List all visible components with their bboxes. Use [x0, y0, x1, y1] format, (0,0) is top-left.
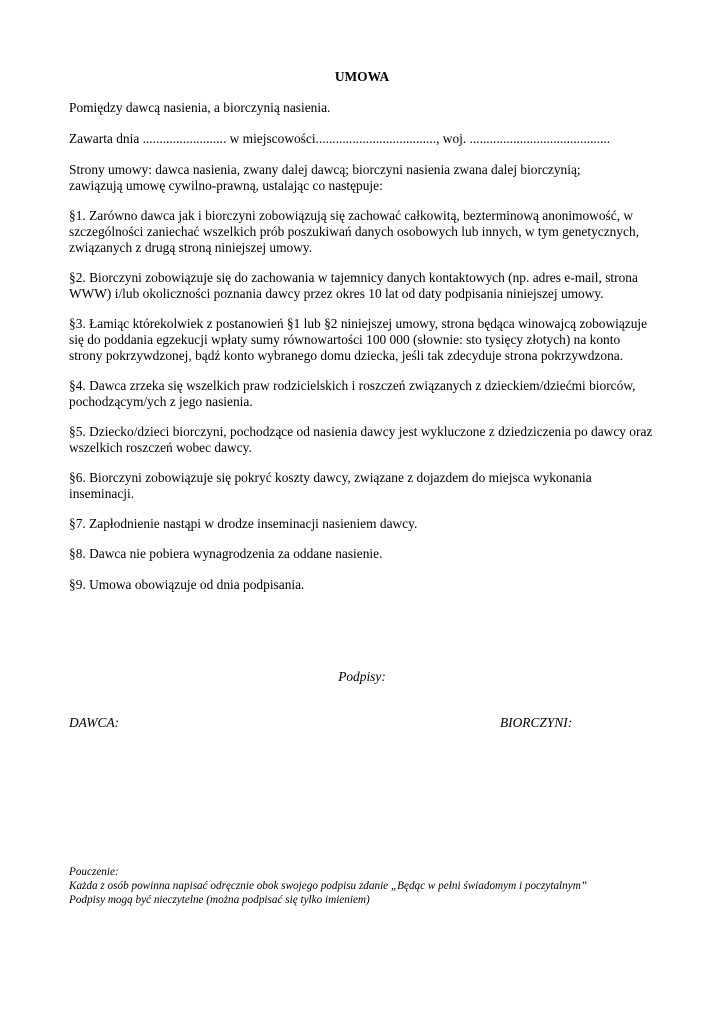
donor-signature-label: DAWCA: — [69, 715, 120, 730]
section-6: §6. Biorczyni zobowiązuje się pokryć koszty dawcy, związane z dojazdem do miejsca wykonania inseminacji. — [69, 470, 592, 501]
section-3: §3. Łamiąc którekolwiek z postanowień §1 lub §2 niniejszej umowy, strona będąca winowajcą zobowiązuje się do poddania egzekucji wpłaty sumy równowartości 100 000 (słownie: sto tysięcy złotych) na konto strony pokrzywdzonej, bądź konto wybranego domu dziecka, jeśli tak zdecyduje strona pokrzywdzona. — [69, 316, 648, 363]
document-title: UMOWA — [334, 69, 390, 84]
note-line-2: Podpisy mogą być nieczytelne (można podpisać się tylko imieniem) — [69, 894, 370, 906]
section-1: §1. Zarówno dawca jak i biorczyni zobowiązują się zachować całkowitą, bezterminową anonimowość, w szczególności zaniechać wszelkich prób poszukiwań danych osobowych lub innych, w tym genetycznych, związanych z drugą stroną niniejszej umowy. — [69, 208, 640, 255]
section-9: §9. Umowa obowiązuje od dnia podpisania. — [69, 577, 305, 592]
section-5: §5. Dziecko/dzieci biorczyni, pochodzące od nasienia dawcy jest wykluczone z dziedziczenia po dawcy oraz wszelkich roszczeń wobec dawcy. — [69, 424, 653, 455]
section-8: §8. Dawca nie pobiera wynagrodzenia za oddane nasienie. — [69, 546, 383, 561]
note-heading: Pouczenie: — [69, 866, 119, 878]
note-line-1: Każda z osób powinna napisać odręcznie obok swojego podpisu zdanie „Będąc w pełni świadomym i poczytalnym” — [69, 880, 588, 892]
section-7: §7. Zapłodnienie nastąpi w drodze inseminacji nasieniem dawcy. — [69, 516, 418, 531]
section-2: §2. Biorczyni zobowiązuje się do zachowania w tajemnicy danych kontaktowych (np. adres e-mail, strona WWW) i/lub okoliczności poznania dawcy przez okres 10 lat od daty podpisania niniejszej umowy. — [69, 270, 638, 301]
signatures-heading: Podpisy: — [338, 669, 386, 684]
parties-paragraph: Strony umowy: dawca nasienia, zwany dalej dawcą; biorczyni nasienia zwana dalej biorczynią; zawiązują umowę cywilno-prawną, ustalając co następuje: — [69, 162, 581, 193]
section-4: §4. Dawca zrzeka się wszelkich praw rodzicielskich i roszczeń związanych z dzieckiem/dziećmi biorców, pochodzącym/ych z jego nasienia. — [69, 378, 636, 409]
intro-paragraph: Pomiędzy dawcą nasienia, a biorczynią nasienia. — [69, 100, 331, 115]
recipient-signature-label: BIORCZYNI: — [500, 715, 573, 730]
signed-date-place-line: Zawarta dnia ......................... w miejscowości...................................., woj. .......................................... — [69, 131, 611, 146]
